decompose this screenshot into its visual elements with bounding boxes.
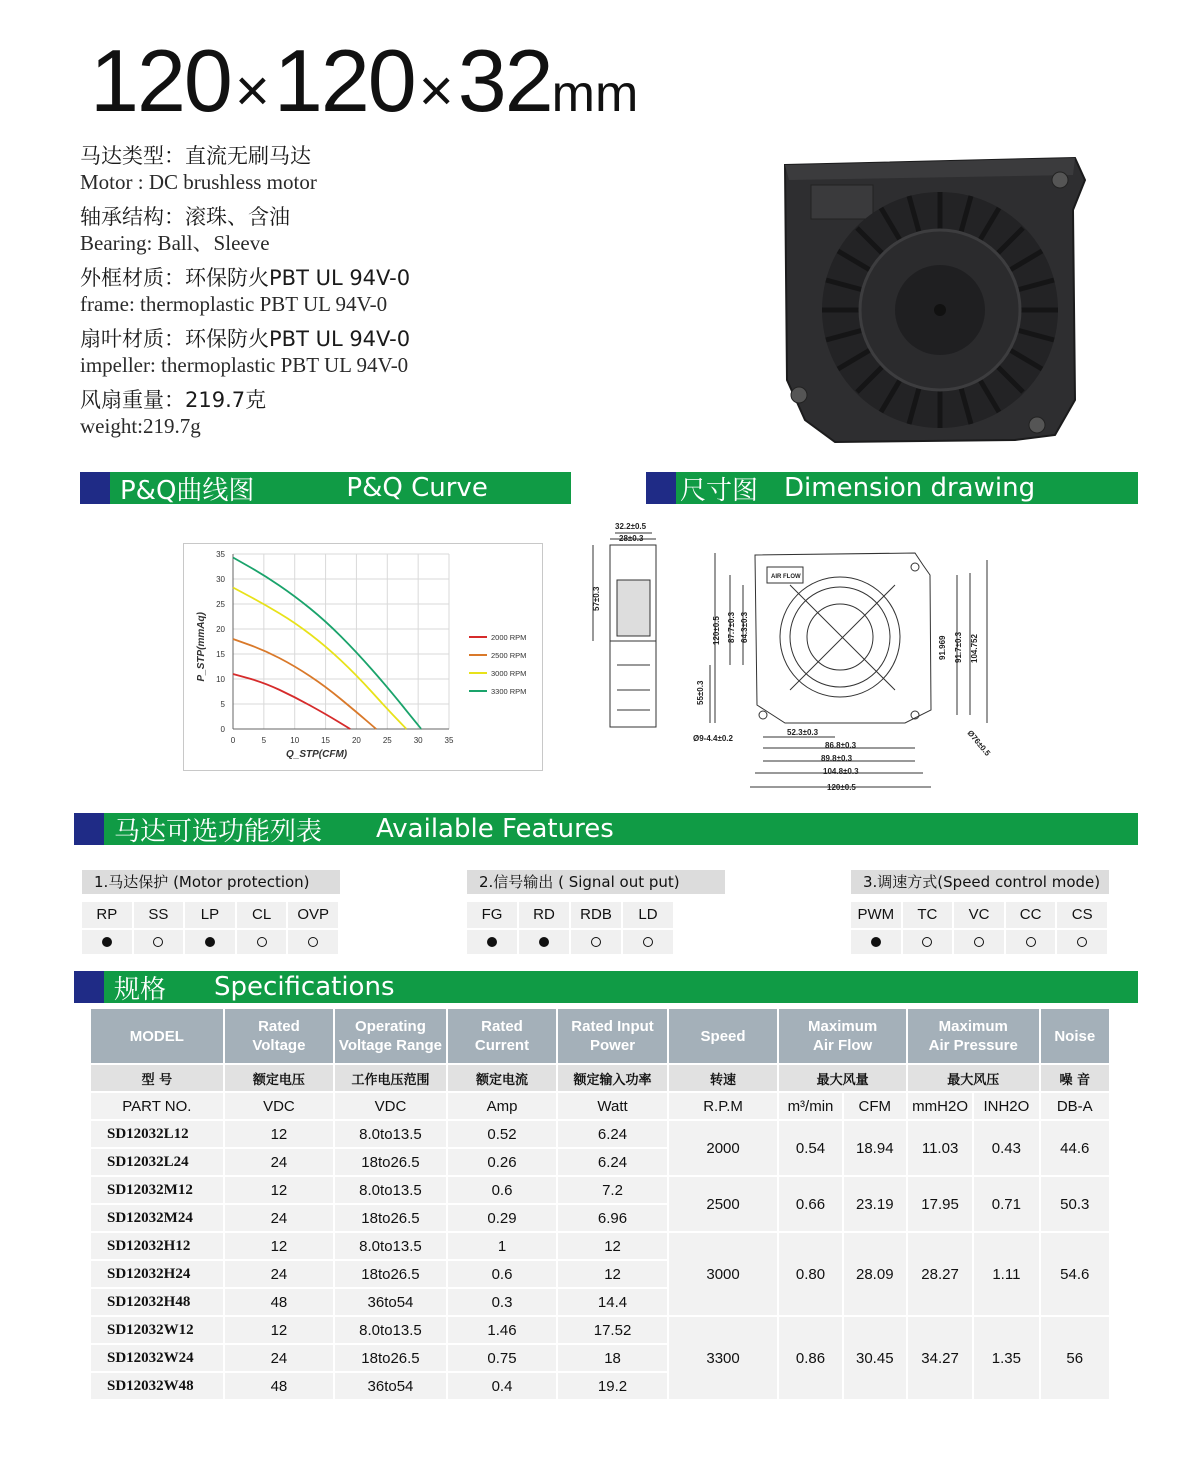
speed-cell: 2000 <box>669 1121 778 1175</box>
dim-label: 91.7±0.3 <box>954 631 963 663</box>
feature-code: CS <box>1057 902 1107 928</box>
unit-cell: DB-A <box>1041 1093 1109 1119</box>
dim-label: 57±0.3 <box>592 586 601 611</box>
airflow-m3-cell: 0.86 <box>779 1317 841 1399</box>
feature-dot-cell <box>82 930 132 954</box>
series-line-2500-rpm <box>233 639 376 729</box>
power-cell: 17.52 <box>558 1317 667 1343</box>
dim-label: 28±0.3 <box>619 534 644 543</box>
spec-cn: 外框材质：环保防火PBT UL 94V-0 <box>80 266 411 290</box>
pressure-mmh2o-cell: 17.95 <box>908 1177 972 1231</box>
feature-codes <box>467 902 725 928</box>
dim-label: 55±0.3 <box>696 680 705 705</box>
speed-cell: 2500 <box>669 1177 778 1231</box>
feature-code: LD <box>623 902 673 928</box>
dim-label: 64.3±0.3 <box>740 611 749 643</box>
availability-dot-icon <box>1026 937 1036 947</box>
current-cell: 0.3 <box>448 1289 557 1315</box>
voltage-range-cell: 18to26.5 <box>335 1205 446 1231</box>
model-cell: SD12032M12 <box>91 1177 223 1203</box>
model-cell: SD12032W12 <box>91 1317 223 1343</box>
unit-cell: PART NO. <box>91 1093 223 1119</box>
col-header-cn: 型 号 <box>91 1065 223 1091</box>
noise-cell: 54.6 <box>1041 1233 1109 1315</box>
header-line: Rated <box>481 1018 523 1035</box>
pressure-mmh2o-cell: 11.03 <box>908 1121 972 1175</box>
spec-cn: 风扇重量：219.7克 <box>80 388 267 412</box>
col-header-rated-current <box>448 1009 557 1063</box>
specifications-table <box>89 1007 1111 1401</box>
table-row <box>91 1317 1109 1343</box>
y-tick-label: 25 <box>216 600 225 609</box>
noise-cell: 56 <box>1041 1317 1109 1399</box>
legend-label: 2000 RPM <box>491 633 527 642</box>
title-width: 120 <box>90 31 231 130</box>
voltage-range-cell: 36to54 <box>335 1289 446 1315</box>
model-cell: SD12032L24 <box>91 1149 223 1175</box>
feature-dot-cell <box>623 930 673 954</box>
unit-cell: R.P.M <box>669 1093 778 1119</box>
dim-label: Ø76±0.5 <box>965 728 993 758</box>
voltage-range-cell: 18to26.5 <box>335 1345 446 1371</box>
power-cell: 6.96 <box>558 1205 667 1231</box>
legend-label: 2500 RPM <box>491 651 527 660</box>
col-header-noise: Noise <box>1041 1009 1109 1063</box>
feature-availability <box>851 930 1109 954</box>
model-cell: SD12032L12 <box>91 1121 223 1147</box>
feature-code: CL <box>237 902 287 928</box>
col-header-rated-voltage <box>225 1009 334 1063</box>
header-line: Voltage <box>252 1037 306 1054</box>
section-marker <box>74 971 104 1003</box>
spec-weight <box>80 386 600 438</box>
spec-en: Motor : DC brushless motor <box>80 170 317 194</box>
availability-dot-icon <box>153 937 163 947</box>
voltage-cell: 12 <box>225 1317 334 1343</box>
col-header-cn: 工作电压范围 <box>335 1065 446 1091</box>
power-cell: 12 <box>558 1233 667 1259</box>
col-header-cn: 噪 音 <box>1041 1065 1109 1091</box>
specifications-table-body <box>91 1121 1109 1399</box>
section-bar-features <box>74 813 1138 845</box>
col-header-air-flow <box>779 1009 906 1063</box>
availability-dot-icon <box>205 937 215 947</box>
dim-label: 86.8±0.3 <box>825 741 857 750</box>
dim-label: 91.969 <box>938 635 947 660</box>
feature-group-heading: 2.信号输出 ( Signal out put) <box>467 870 725 894</box>
speed-cell: 3000 <box>669 1233 778 1315</box>
x-axis-label: Q_STP(CFM) <box>286 749 348 760</box>
voltage-range-cell: 18to26.5 <box>335 1149 446 1175</box>
power-cell: 18 <box>558 1345 667 1371</box>
section-title-cn: 规格 <box>114 974 167 1005</box>
unit-cell: Amp <box>448 1093 557 1119</box>
power-cell: 14.4 <box>558 1289 667 1315</box>
voltage-cell: 24 <box>225 1345 334 1371</box>
unit-cell: Watt <box>558 1093 667 1119</box>
table-units-row <box>91 1093 1109 1119</box>
x-tick-label: 20 <box>351 736 361 745</box>
model-cell: SD12032H48 <box>91 1289 223 1315</box>
col-header-cn: 额定电流 <box>448 1065 557 1091</box>
section-bar-specifications <box>74 971 1138 1003</box>
section-marker <box>74 813 104 845</box>
dim-label: AIR FLOW <box>771 574 801 580</box>
col-header-air-pressure <box>908 1009 1039 1063</box>
header-line: Air Flow <box>813 1037 873 1054</box>
feature-dot-cell <box>237 930 287 954</box>
y-tick-label: 0 <box>220 725 225 734</box>
feature-codes <box>82 902 340 928</box>
voltage-cell: 12 <box>225 1121 334 1147</box>
airflow-m3-cell: 0.80 <box>779 1233 841 1315</box>
col-header-cn: 最大风量 <box>779 1065 906 1091</box>
voltage-cell: 48 <box>225 1289 334 1315</box>
x-tick-label: 0 <box>230 736 236 745</box>
spec-bearing <box>80 203 600 255</box>
feature-dot-cell <box>288 930 338 954</box>
y-tick-label: 15 <box>216 650 225 659</box>
feature-code: TC <box>903 902 953 928</box>
feature-code: OVP <box>288 902 338 928</box>
dim-label: 120±0.5 <box>712 616 721 645</box>
airflow-m3-cell: 0.66 <box>779 1177 841 1231</box>
pq-chart-svg <box>184 544 544 772</box>
current-cell: 0.6 <box>448 1261 557 1287</box>
current-cell: 1.46 <box>448 1317 557 1343</box>
x-tick-label: 10 <box>290 736 300 745</box>
feature-code: RP <box>82 902 132 928</box>
col-header-cn: 最大风压 <box>908 1065 1039 1091</box>
y-tick-label: 30 <box>216 575 225 584</box>
col-header-model: MODEL <box>91 1009 223 1063</box>
current-cell: 0.75 <box>448 1345 557 1371</box>
unit-cell: INH2O <box>974 1093 1038 1119</box>
dim-label: 32.2±0.5 <box>615 522 647 531</box>
section-title-en: Specifications <box>214 972 395 1002</box>
pressure-inh2o-cell: 0.71 <box>974 1177 1038 1231</box>
section-marker <box>80 472 110 504</box>
pressure-mmh2o-cell: 34.27 <box>908 1317 972 1399</box>
x-tick-label: 15 <box>321 736 331 745</box>
table-header-row <box>91 1009 1109 1063</box>
spec-cn: 轴承结构：滚珠、含油 <box>80 205 290 229</box>
y-tick-label: 10 <box>216 675 225 684</box>
availability-dot-icon <box>539 937 549 947</box>
model-cell: SD12032H24 <box>91 1261 223 1287</box>
col-header-speed: Speed <box>669 1009 778 1063</box>
series-line-3300-rpm <box>233 558 421 730</box>
feature-dot-cell <box>185 930 235 954</box>
availability-dot-icon <box>308 937 318 947</box>
noise-cell: 50.3 <box>1041 1177 1109 1231</box>
x-tick-label: 30 <box>413 736 423 745</box>
current-cell: 0.52 <box>448 1121 557 1147</box>
availability-dot-icon <box>257 937 267 947</box>
feature-code: RD <box>519 902 569 928</box>
feature-availability <box>467 930 725 954</box>
y-axis-label: P_STP(mmAq) <box>196 612 207 682</box>
feature-group-heading: 3.调速方式(Speed control mode) <box>851 870 1109 894</box>
voltage-cell: 24 <box>225 1261 334 1287</box>
model-cell: SD12032H12 <box>91 1233 223 1259</box>
header-line: Air Pressure <box>928 1037 1018 1054</box>
spec-en: impeller: thermoplastic PBT UL 94V-0 <box>80 353 409 377</box>
voltage-range-cell: 8.0to13.5 <box>335 1233 446 1259</box>
feature-code: FG <box>467 902 517 928</box>
dim-label: 120±0.5 <box>827 783 856 792</box>
speed-cell: 3300 <box>669 1317 778 1399</box>
header-line: Operating <box>355 1018 426 1035</box>
col-header-rated-power <box>558 1009 667 1063</box>
availability-dot-icon <box>643 937 653 947</box>
feature-dot-cell <box>571 930 621 954</box>
spec-impeller <box>80 325 600 377</box>
unit-cell: VDC <box>225 1093 334 1119</box>
spec-cn: 马达类型：直流无刷马达 <box>80 144 311 168</box>
feature-availability <box>82 930 340 954</box>
feature-code: PWM <box>851 902 901 928</box>
availability-dot-icon <box>871 937 881 947</box>
section-title-cn: P&Q曲线图 <box>120 475 255 506</box>
voltage-cell: 12 <box>225 1177 334 1203</box>
section-title-en: P&Q Curve <box>346 473 488 503</box>
spec-cn: 扇叶材质：环保防火PBT UL 94V-0 <box>80 327 411 351</box>
feature-dot-cell <box>903 930 953 954</box>
feature-group-motor-protection <box>82 870 340 954</box>
availability-dot-icon <box>102 937 112 947</box>
section-title-cn: 马达可选功能列表 <box>114 816 323 847</box>
col-header-cn: 转速 <box>669 1065 778 1091</box>
current-cell: 1 <box>448 1233 557 1259</box>
title-times-1: × <box>234 57 270 124</box>
unit-cell: CFM <box>844 1093 906 1119</box>
table-row <box>91 1233 1109 1259</box>
pressure-mmh2o-cell: 28.27 <box>908 1233 972 1315</box>
dim-label: 104.752 <box>970 634 979 663</box>
availability-dot-icon <box>591 937 601 947</box>
x-tick-label: 5 <box>261 736 267 745</box>
feature-group-heading: 1.马达保护 (Motor protection) <box>82 870 340 894</box>
voltage-cell: 12 <box>225 1233 334 1259</box>
feature-dot-cell <box>1006 930 1056 954</box>
availability-dot-icon <box>922 937 932 947</box>
series-line-3000-rpm <box>233 588 406 730</box>
y-tick-label: 5 <box>220 700 225 709</box>
col-header-cn: 额定输入功率 <box>558 1065 667 1091</box>
x-tick-label: 25 <box>382 736 392 745</box>
availability-dot-icon <box>487 937 497 947</box>
noise-cell: 44.6 <box>1041 1121 1109 1175</box>
model-cell: SD12032M24 <box>91 1205 223 1231</box>
power-cell: 7.2 <box>558 1177 667 1203</box>
title-depth: 32 <box>457 31 552 130</box>
spec-en: frame: thermoplastic PBT UL 94V-0 <box>80 292 388 316</box>
feature-dot-cell <box>851 930 901 954</box>
header-line: Maximum <box>938 1018 1008 1035</box>
legend-label: 3300 RPM <box>491 687 527 696</box>
section-title-cn: 尺寸图 <box>680 475 759 506</box>
feature-dot-cell <box>519 930 569 954</box>
model-cell: SD12032W48 <box>91 1373 223 1399</box>
power-cell: 12 <box>558 1261 667 1287</box>
unit-cell: m³/min <box>779 1093 841 1119</box>
section-title-en: Dimension drawing <box>784 473 1036 503</box>
airflow-m3-cell: 0.54 <box>779 1121 841 1175</box>
table-header-row-cn <box>91 1065 1109 1091</box>
feature-code: SS <box>134 902 184 928</box>
header-line: Rated Input <box>571 1018 654 1035</box>
dim-label: Ø9-4.4±0.2 <box>693 734 733 743</box>
airflow-cfm-cell: 30.45 <box>844 1317 906 1399</box>
feature-dot-cell <box>1057 930 1107 954</box>
y-tick-label: 20 <box>216 625 225 634</box>
spec-frame <box>80 264 600 316</box>
current-cell: 0.4 <box>448 1373 557 1399</box>
voltage-range-cell: 8.0to13.5 <box>335 1317 446 1343</box>
feature-code: VC <box>954 902 1004 928</box>
pq-curve-chart <box>183 543 543 771</box>
feature-dot-cell <box>954 930 1004 954</box>
spec-en: weight:219.7g <box>80 414 201 438</box>
feature-group-signal-output <box>467 870 725 954</box>
voltage-cell: 24 <box>225 1149 334 1175</box>
availability-dot-icon <box>1077 937 1087 947</box>
pressure-inh2o-cell: 1.35 <box>974 1317 1038 1399</box>
dim-label: 104.8±0.3 <box>823 767 859 776</box>
voltage-range-cell: 36to54 <box>335 1373 446 1399</box>
current-cell: 0.29 <box>448 1205 557 1231</box>
header-line: Maximum <box>808 1018 878 1035</box>
airflow-cfm-cell: 23.19 <box>844 1177 906 1231</box>
table-row <box>91 1121 1109 1147</box>
title-times-2: × <box>418 57 454 124</box>
spec-motor <box>80 142 600 194</box>
section-bar-dimension <box>646 472 1138 504</box>
header-line: Voltage Range <box>338 1037 442 1054</box>
voltage-range-cell: 18to26.5 <box>335 1261 446 1287</box>
availability-dot-icon <box>974 937 984 947</box>
feature-codes <box>851 902 1109 928</box>
current-cell: 0.6 <box>448 1177 557 1203</box>
feature-group-speed-control <box>851 870 1109 954</box>
pressure-inh2o-cell: 1.11 <box>974 1233 1038 1315</box>
power-cell: 6.24 <box>558 1121 667 1147</box>
section-bar-pq-curve <box>80 472 571 504</box>
voltage-range-cell: 8.0to13.5 <box>335 1177 446 1203</box>
voltage-cell: 24 <box>225 1205 334 1231</box>
dim-label: 89.8±0.3 <box>821 754 853 763</box>
feature-code: LP <box>185 902 235 928</box>
page-title <box>90 30 639 130</box>
feature-code: RDB <box>571 902 621 928</box>
spec-en: Bearing: Ball、Sleeve <box>80 231 270 255</box>
section-marker <box>646 472 676 504</box>
header-line: Rated <box>258 1018 300 1035</box>
power-cell: 6.24 <box>558 1149 667 1175</box>
feature-code: CC <box>1006 902 1056 928</box>
current-cell: 0.26 <box>448 1149 557 1175</box>
x-tick-label: 35 <box>444 736 454 745</box>
feature-dot-cell <box>134 930 184 954</box>
unit-cell: VDC <box>335 1093 446 1119</box>
title-unit: mm <box>551 65 639 123</box>
dimension-drawing <box>585 515 1055 800</box>
pressure-inh2o-cell: 0.43 <box>974 1121 1038 1175</box>
legend-label: 3000 RPM <box>491 669 527 678</box>
section-title-en: Available Features <box>376 814 614 844</box>
airflow-cfm-cell: 18.94 <box>844 1121 906 1175</box>
model-cell: SD12032W24 <box>91 1345 223 1371</box>
y-tick-label: 35 <box>216 550 225 559</box>
series-line-2000-rpm <box>233 674 350 729</box>
airflow-cfm-cell: 28.09 <box>844 1233 906 1315</box>
power-cell: 19.2 <box>558 1373 667 1399</box>
col-header-cn: 额定电压 <box>225 1065 334 1091</box>
unit-cell: mmH2O <box>908 1093 972 1119</box>
col-header-operating-voltage <box>335 1009 446 1063</box>
feature-dot-cell <box>467 930 517 954</box>
dim-label: 87.7±0.3 <box>727 611 736 643</box>
voltage-range-cell: 8.0to13.5 <box>335 1121 446 1147</box>
blower-fan-image <box>775 150 1095 450</box>
header-line: Power <box>590 1037 636 1054</box>
voltage-cell: 48 <box>225 1373 334 1399</box>
dim-label: 52.3±0.3 <box>787 728 819 737</box>
title-height: 120 <box>273 31 415 130</box>
spec-list <box>80 142 600 447</box>
table-row <box>91 1177 1109 1203</box>
header-line: Current <box>474 1037 530 1054</box>
